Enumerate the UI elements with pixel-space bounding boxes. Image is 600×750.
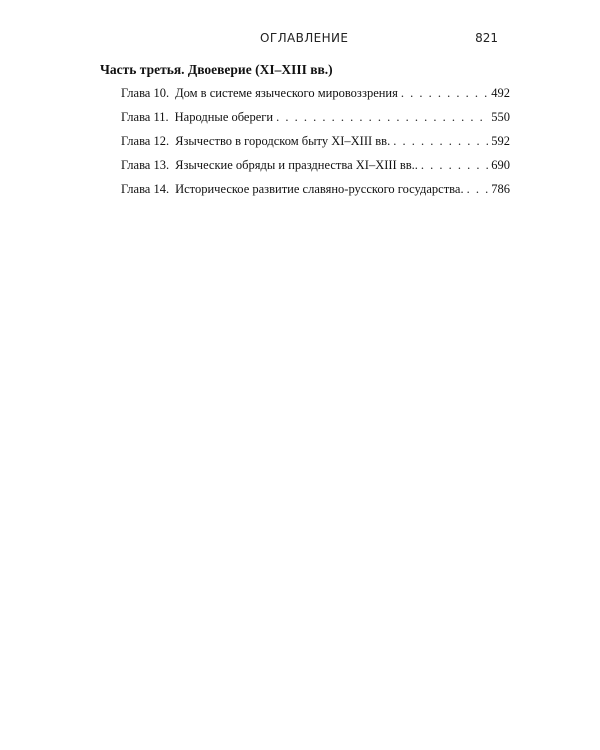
part-heading: Часть третья. Двоеверие (XI–XIII вв.): [100, 62, 333, 77]
running-title: ОГЛАВЛЕНИЕ: [260, 31, 349, 45]
chapter-number: Глава 11.: [121, 110, 169, 124]
chapter-title: Народные обереги: [174, 110, 274, 124]
chapter-title: Язычество в городском быту XI–XIII вв.: [175, 134, 391, 148]
running-head: [0, 31, 600, 51]
chapter-title: Историческое развитие славяно-русского государства.: [175, 182, 464, 196]
dot-leader: [421, 158, 488, 173]
page-number: 821: [475, 31, 498, 45]
toc-entry-chapter-12[interactable]: [121, 134, 510, 158]
chapter-number: Глава 14.: [121, 182, 170, 196]
chapter-page: 786: [491, 182, 510, 196]
chapter-title: Языческие обряды и празднества XI–XIII вв..: [175, 158, 418, 172]
dot-leader: [401, 86, 488, 101]
toc-entry-chapter-14[interactable]: [121, 182, 510, 206]
chapter-title: Дом в системе языческого мировоззрения: [175, 86, 398, 100]
chapter-number: Глава 10.: [121, 86, 170, 100]
chapter-number: Глава 12.: [121, 134, 170, 148]
table-of-contents: [121, 86, 510, 206]
chapter-page: 592: [491, 134, 510, 148]
toc-entry-chapter-11[interactable]: [121, 110, 510, 134]
chapter-page: 690: [491, 158, 510, 172]
toc-entry-chapter-13[interactable]: [121, 158, 510, 182]
dot-leader: [467, 182, 489, 197]
dot-leader: [393, 134, 488, 149]
chapter-page: 550: [491, 110, 510, 124]
toc-entry-chapter-10[interactable]: [121, 86, 510, 110]
chapter-number: Глава 13.: [121, 158, 170, 172]
chapter-page: 492: [491, 86, 510, 100]
dot-leader: [276, 110, 488, 125]
